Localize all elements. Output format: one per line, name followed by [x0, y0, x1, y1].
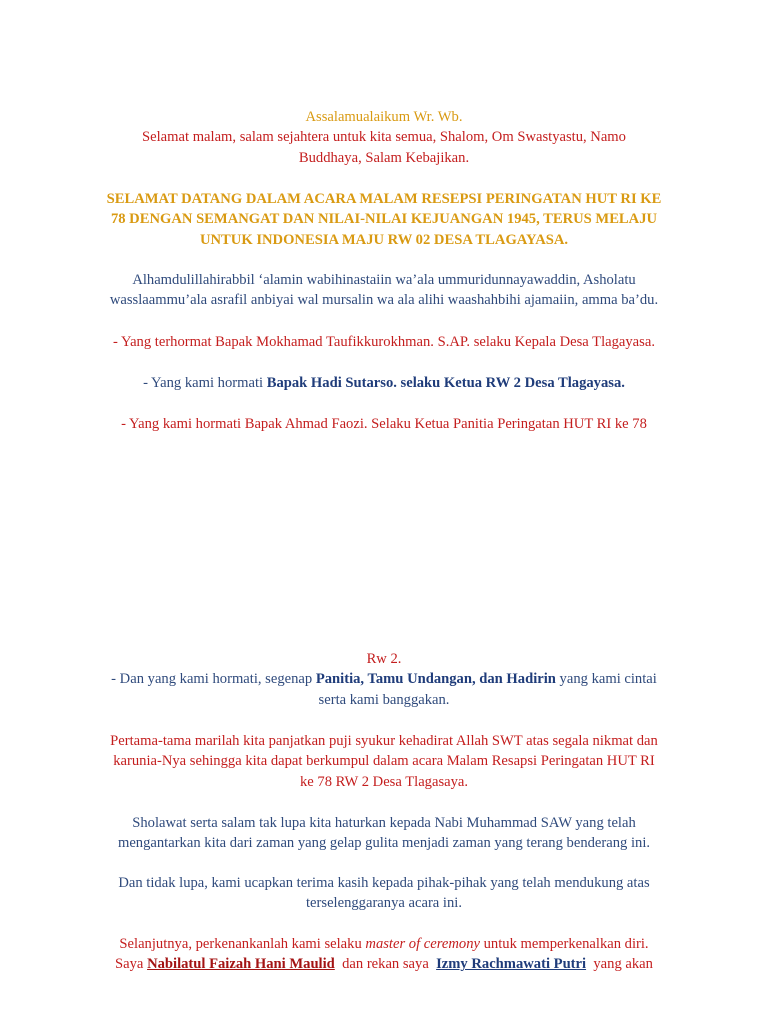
ketua-panitia-line: - Yang kami hormati Bapak Ahmad Faozi. Selaku Ketua Panitia Peringatan HUT RI ke 78 [121, 416, 647, 432]
ketua-rw-line [92, 373, 676, 393]
gratitude-line-2: karunia-Nya sehingga kita dapat berkumpul dalam acara Malam Resapsi Peringatan HUT RI [113, 753, 655, 770]
honorific-ketua-rw [92, 373, 676, 393]
sholawat-line-1: Sholawat serta salam tak lupa kita haturkan kepada Nabi Muhammad SAW yang telah [132, 815, 636, 831]
welcome-line-1: SELAMAT DATANG DALAM ACARA MALAM RESEPSI PERINGATAN HUT RI KE [106, 191, 662, 207]
intro-middle: dan rekan saya [334, 956, 437, 973]
kepala-desa-line: - Yang terhormat Bapak Mokhamad Taufikkurokhman. S.AP. selaku Kepala Desa Tlagayasa. [113, 334, 655, 350]
intro-line-2 [92, 954, 676, 974]
mc2-name: Izmy Rachmawati Putri [436, 956, 587, 973]
introduction-section [92, 934, 676, 975]
mc1-name: Nabilatul Faizah Hani Maulid [147, 956, 335, 973]
salam-opening: Assalamualaikum Wr. Wb. [305, 109, 463, 125]
intro-suffix-2: yang akan [586, 956, 653, 973]
honorific-ketua-panitia [92, 414, 676, 434]
intro-line-1 [92, 934, 676, 954]
prayer-line-1: Alhamdulillahirabbil ‘alamin wabihinastaiin wa’ala ummuridunnayawaddin, Asholatu [132, 272, 636, 288]
intro-saya: Saya [115, 956, 148, 973]
honorific-kepala-desa [92, 332, 676, 352]
rw-continuation: Rw 2. [366, 651, 402, 667]
sholawat-line-2: mengantarkan kita dari zaman yang gelap gulita menjadi zaman yang terang benderang ini. [117, 835, 651, 852]
welcome-line-2: 78 DENGAN SEMANGAT DAN NILAI-NILAI KEJUANGAN 1945, TERUS MELAJU [110, 211, 658, 228]
ketua-rw-name: Bapak Hadi Sutarso. selaku Ketua RW 2 Desa Tlagayasa. [266, 375, 625, 391]
master-of-ceremony-text: master of ceremony [365, 936, 480, 952]
greeting-line-1: Selamat malam, salam sejahtera untuk kita semua, Shalom, Om Swastyastu, Namo [142, 129, 626, 146]
continuation-section [92, 649, 676, 710]
guests-bold: Panitia, Tamu Undangan, dan Hadirin [315, 671, 556, 688]
gratitude-section [92, 731, 676, 792]
sholawat-section [92, 813, 676, 854]
opening-prayer [92, 270, 676, 311]
intro-suffix: untuk memperkenalkan diri. [479, 936, 649, 952]
welcome-line-3: UNTUK INDONESIA MAJU RW 02 DESA TLAGAYASA. [199, 231, 569, 248]
gratitude-line-1: Pertama-tama marilah kita panjatkan puji syukur kehadirat Allah SWT atas segala nikmat dan [110, 733, 658, 749]
thanks-section [92, 873, 676, 914]
guests-prefix: - Dan yang kami hormati, segenap [111, 671, 316, 688]
greeting-line-2: Buddhaya, Salam Kebajikan. [298, 149, 470, 166]
ketua-rw-prefix: - Yang kami hormati [143, 375, 267, 391]
thanks-line-1: Dan tidak lupa, kami ucapkan terima kasih kepada pihak-pihak yang telah mendukung atas [118, 875, 650, 891]
intro-prefix: Selanjutnya, perkenankanlah kami selaku [119, 936, 366, 952]
gratitude-line-3: ke 78 RW 2 Desa Tlagasaya. [299, 773, 469, 790]
thanks-line-2: terselenggaranya acara ini. [306, 895, 462, 912]
prayer-line-2: wasslaammu’ala asrafil anbiyai wal mursalin wa ala alihi waashahbihi ajamaiin, amma ba’du. [109, 292, 659, 309]
welcome-heading [92, 189, 676, 250]
guests-line-1 [92, 669, 676, 689]
guests-suffix: yang kami cintai [555, 671, 657, 688]
guests-line-2: serta kami banggakan. [318, 691, 450, 708]
greeting-section [92, 107, 676, 168]
